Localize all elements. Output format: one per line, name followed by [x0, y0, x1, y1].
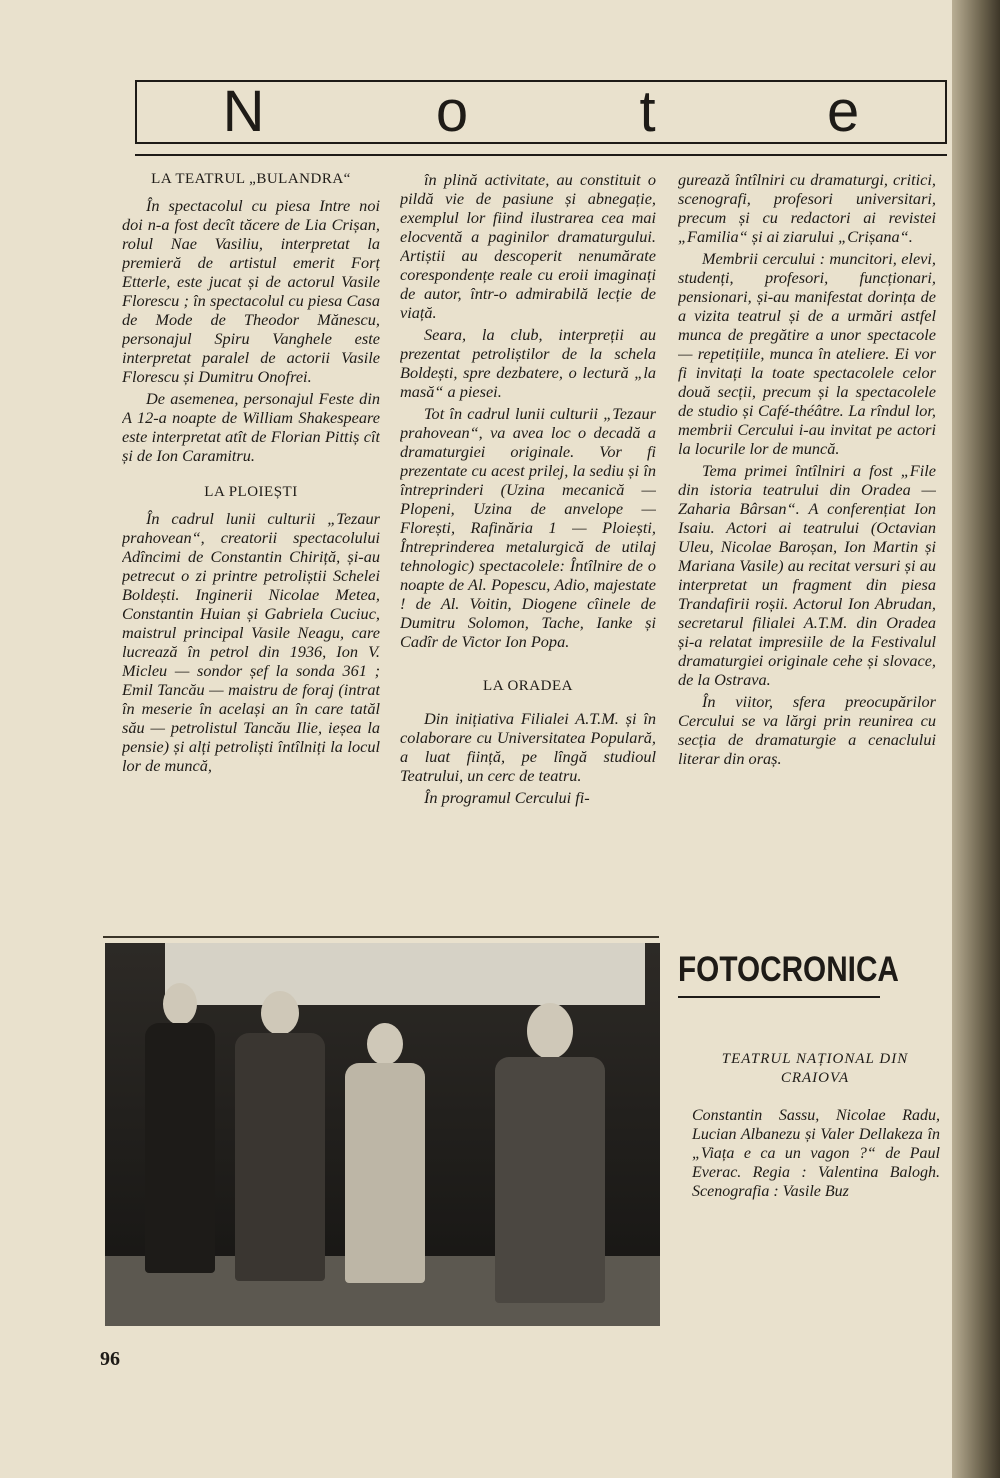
header-underline — [135, 154, 947, 156]
paragraph: Seara, la club, interpreții au prezentat petroliștilor de la schela Boldești, spre dezbatere, o lectură „la masă“ a piesei. — [400, 325, 656, 401]
page-number: 96 — [100, 1348, 120, 1370]
section-header — [135, 80, 947, 144]
header-letter: o — [435, 79, 469, 144]
paragraph: Tot în cadrul lunii culturii „Tezaur prahovean“, va avea loc o decadă a dramaturgiei originale. Vor fi prezentate cu acest prilej, la sediu și în întreprinderi (Uzina mecanică — Plopeni, Uzina de anvelope — Florești, Rafinăria 1 — Ploiești, Întreprinderea metalurgică de utilaj tehnologic) spectacolele: Întîlnire de o noapte de Al. Popescu, Adio, majestate ! de Al. Voitin, Diogene cîinele de Dumitru Solomon, Tache, Ianke și Cadîr de Victor Ion Popa. — [400, 404, 656, 651]
column-2 — [400, 170, 656, 930]
paragraph: În programul Cercului fi- — [424, 788, 590, 807]
heading-bulandra: LA TEATRUL „BULANDRA“ — [151, 171, 351, 187]
header-letter: t — [639, 79, 656, 144]
paragraph: În cadrul lunii culturii „Tezaur prahovean“, creatorii spectacolului Adîncimi de Constantin Chiriță, și-au petrecut o zi printre petroliștii Schelei Boldești. Inginerii Nicolae Metea, Constantin Huian și Gabriela Cuciuc, maistrul principal Vasile Neagu, care lucrează în petrol din 1936, Ion V. Micleu — sondor șef la sonda 361 ; Emil Tancău — maistru de foraj (intrat în meserie în același an în care tatăl său — petrolistul Tancău Ilie, ieșea la pensie) și alți petroliști întîlniți la locul lor de muncă, — [122, 509, 380, 775]
paragraph: Din inițiativa Filialei A.T.M. și în colaborare cu Universitatea Populară, a luat ființă, pe lîngă studioul Teatrului, un cerc de teatru. — [400, 709, 656, 785]
actor-figure — [345, 1023, 425, 1283]
paragraph: În spectacolul cu piesa Intre noi doi n-a fost decît tăcere de Lia Crișan, rolul Nae Vasiliu, interpretat la premieră de artistul emerit Forț Etterle, este jucat și de actorul Vasile Florescu ; în spectacolul cu piesa Casa de Mode de Theodor Mănescu, personajul Spiru Vanghele este interpretat paralel de actorii Vasile Florescu și Dumitru Onofrei. — [122, 196, 380, 386]
heading-oradea: LA ORADEA — [483, 678, 573, 694]
actor-figure — [145, 983, 215, 1273]
header-letter: N — [222, 79, 265, 144]
page-edge — [952, 0, 1000, 1478]
actor-figure — [495, 1003, 605, 1303]
header-letter: e — [827, 79, 860, 144]
caption-text: Constantin Sassu, Nicolae Radu, Lucian Albanezu și Valer Dellakeza în „Viața e ca un vagon ?“ de Paul Everac. Regia : Valentina Balogh. Scenografia : Vasile Buz — [692, 1107, 940, 1200]
actor-figure — [235, 991, 325, 1281]
paragraph: în plină activitate, au constituit o pildă vie de pasiune și abnegație, exemplul lor fiind ilustrarea cea mai elocventă a paginilor dramaturgului. Artiștii au descoperit nenumărate corespondențe reale cu eroii imaginați de autor, într-o admirabilă lecție de viață. — [400, 170, 656, 322]
column-3 — [678, 170, 936, 930]
paragraph: gurează întîlniri cu dramaturgi, critici, scenografi, profesori universitari, precum și cu redactori ai revistei „Familia“ și ai ziarului „Crișana“. — [678, 170, 936, 246]
fotocronica-underline — [678, 996, 880, 998]
heading-ploiesti: LA PLOIEȘTI — [204, 484, 298, 500]
paragraph: Tema primei întîlniri a fost „File din istoria teatrului din Oradea — Zaharia Bârsan“. A conferențiat Ion Isaiu. Actori ai teatrului (Octavian Uleu, Nicolae Baroșan, Ion Martin și Mariana Vasile) au recitat versuri și au interpretat un fragment din piesa Trandafirii roșii. Actorul Ion Abrudan, secretarul filialei A.T.M. din Oradea și-a relatat impresiile de la Festivalul dramaturgiei originale cehe și slovace, de la Ostrava. — [678, 461, 936, 689]
paragraph: De asemenea, personajul Feste din A 12-a noapte de William Shakespeare este interpretat atît de Florian Pittiș cît și de Ion Caramitru. — [122, 389, 380, 465]
stage-photo — [105, 943, 660, 1326]
theatre-name: TEATRUL NAȚIONAL DIN CRAIOVA — [721, 1051, 909, 1086]
column-divider-rule — [103, 936, 659, 938]
paragraph: În viitor, sfera preocupărilor Cercului se va lărgi prin reunirea cu secția de dramaturgie a cenaclului literar din oraș. — [678, 692, 936, 768]
photo-caption — [692, 1106, 940, 1201]
column-1 — [122, 170, 380, 930]
paragraph: Membrii cercului : muncitori, elevi, studenți, profesori, funcționari, pensionari, și-au manifestat dorința de a vizita teatrul și de a urmări astfel munca de pregătire a unor spectacole — repetițiile, munca în ateliere. Ei vor fi invitați la toate spectacolele celor două secții, precum și la spectacolele de studio și Café-théâtre. La rîndul lor, membrii Cercului i-au invitat pe actori la locurile lor de muncă. — [678, 249, 936, 458]
fotocronica-title: FOTOCRONICA — [678, 950, 899, 989]
